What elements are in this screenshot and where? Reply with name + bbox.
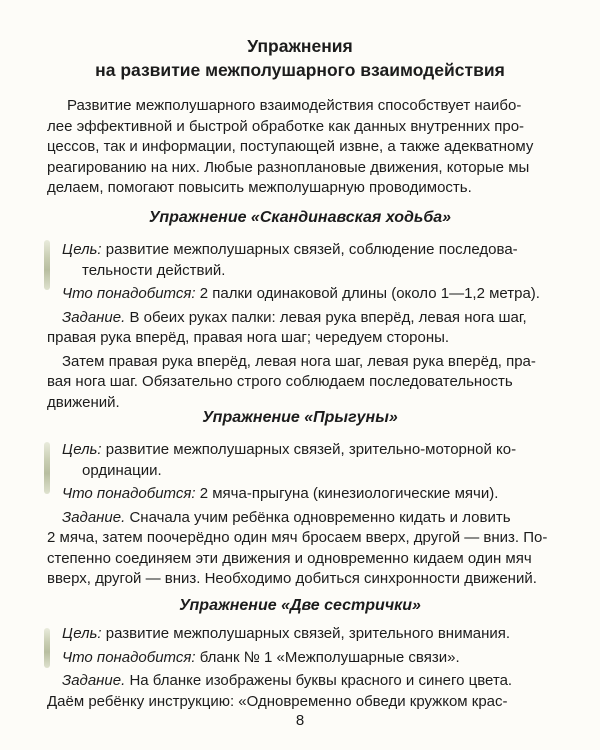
title-line-1: Упражнения [247,36,353,56]
margin-bar-decoration [44,442,50,494]
task-line: Затем правая рука вперёд, левая нога шаг, левая рука вперёд, пра- [62,352,536,370]
task-line: Задание. На бланке изображены буквы красного и синего цвета. [62,672,513,689]
title-line-2: на развитие межполушарного взаимодействия [95,60,505,80]
intro-line: Развитие межполушарного взаимодействия способствует наибо- [67,97,522,114]
task-line: движений. [47,393,120,411]
intro-line: реагированию на них. Любые разноплановые движения, которые мы [47,158,530,176]
goal-line: Цель: развитие межполушарных связей, зрительного внимания. [62,625,511,642]
task-line: Задание. В обеих руках палки: левая рука вперёд, левая нога шаг, [62,308,527,326]
need-line: Что понадобится: 2 палки одинаковой длины (около 1—1,2 метра). [62,285,540,302]
intro-line: делаем, помогают повысить межполушарную проводимость. [47,179,472,196]
goal-line: Цель: развитие межполушарных связей, соблюдение последова- [62,241,518,258]
need-label: Что понадобится: [62,648,196,666]
goal-label: Цель: [62,625,102,642]
need-label: Что понадобится: [62,485,196,502]
intro-paragraph [47,96,552,199]
task-label: Задание. [62,308,126,326]
goal-label: Цель: [62,441,102,458]
task-line: Даём ребёнку инструкцию: «Одновременно обведи кружком крас- [47,692,508,710]
task-line: правая рука вперёд, правая нога шаг; чередуем стороны. [47,329,450,346]
exercise-heading: Упражнение «Две сестрички» [179,597,421,614]
exercise-heading: Упражнение «Скандинавская ходьба» [148,209,452,226]
goal-label: Цель: [62,241,102,258]
task-label: Задание. [62,672,126,689]
need-line: Что понадобится: бланк № 1 «Межполушарные связи». [62,648,460,666]
task-line: вая нога шаг. Обязательно строго соблюдаем последовательность [47,373,513,390]
margin-bar-decoration [44,628,50,668]
intro-line: лее эффективной и быстрой обработке как данных внутренних про- [47,117,525,135]
task-label: Задание. [62,508,126,526]
task-line: степенно соединяем эти движения и одновременно кидаем один мяч [47,549,532,567]
exercise-2-body [47,440,552,590]
goal-line: Цель: развитие межполушарных связей, зрительно-моторной ко- [62,441,517,458]
goal-line: тельности действий. [82,261,226,279]
goal-line: ординации. [82,461,162,479]
task-line: вверх, другой — вниз. Необходимо добиться синхронности движений. [47,570,537,587]
task-line: 2 мяча, затем поочерёдно один мяч бросаем вверх, другой — вниз. По- [47,529,548,546]
margin-bar-decoration [44,240,50,290]
page-title [60,34,540,82]
task-line: Задание. Сначала учим ребёнка одновременно кидать и ловить [62,508,511,526]
exercise-1-body [47,240,552,413]
exercise-3-body [47,624,552,712]
need-label: Что понадобится: [62,285,196,302]
exercise-heading: Упражнение «Прыгуны» [202,409,398,426]
need-line: Что понадобится: 2 мяча-прыгуна (кинезиологические мячи). [62,485,499,502]
intro-line: цессов, так и информации, поступающей извне, а также адекватному [47,138,534,155]
page-number: 8 [295,712,305,729]
